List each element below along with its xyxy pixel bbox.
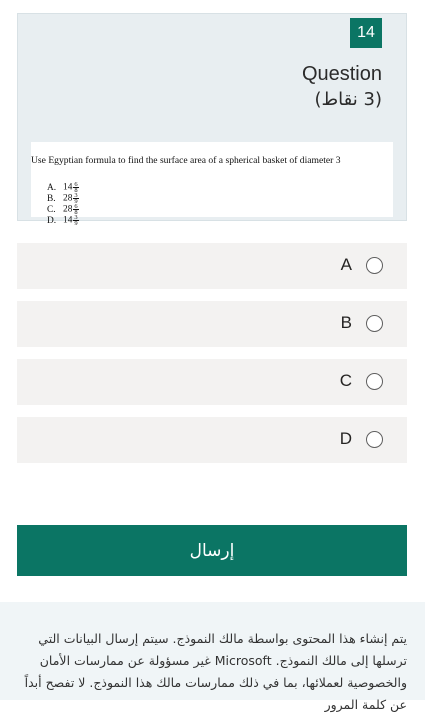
submit-button[interactable]: إرسال (17, 525, 407, 576)
option-whole: 28 (63, 204, 73, 215)
answer-label: B (340, 313, 352, 332)
answer-option-b[interactable] (17, 301, 407, 347)
option-fraction (73, 215, 78, 226)
fraction-denominator: 8 (74, 209, 78, 216)
answer-option-a[interactable] (17, 243, 407, 289)
radio-circle-icon[interactable] (366, 315, 383, 332)
option-whole: 14 (63, 215, 73, 226)
radio-circle-icon[interactable] (366, 431, 383, 448)
fraction-denominator: 9 (74, 220, 78, 227)
fraction-denominator: 9 (74, 198, 78, 205)
option-letter: B. (47, 193, 56, 204)
radio-circle-icon[interactable] (366, 373, 383, 390)
option-letter: C. (47, 204, 56, 215)
fraction-numerator: 6 (74, 203, 78, 210)
question-card (17, 13, 407, 227)
fraction-numerator: 6 (74, 181, 78, 188)
question-points: (3 نقاط) (314, 89, 382, 110)
question-image (31, 142, 393, 227)
question-number-badge: 14 (350, 18, 382, 48)
option-text-d (47, 215, 79, 226)
question-title: Question (301, 63, 382, 85)
fraction-numerator: 3 (74, 192, 78, 199)
answer-label: A (340, 255, 352, 274)
question-text: Use Egyptian formula to find the surface area of a spherical basket of diameter 3 (31, 155, 341, 166)
option-whole: 14 (63, 182, 73, 193)
fraction-denominator: 8 (74, 187, 78, 194)
option-letter: A. (47, 182, 57, 193)
answer-option-d[interactable] (17, 417, 407, 463)
radio-circle-icon[interactable] (366, 257, 383, 274)
answer-option-c[interactable] (17, 359, 407, 405)
option-whole: 28 (63, 193, 73, 204)
footer-disclaimer (0, 602, 425, 712)
fraction-numerator: 3 (74, 214, 78, 221)
answer-label: D (339, 429, 352, 448)
answer-label: C (339, 371, 352, 390)
disclaimer-text: يتم إنشاء هذا المحتوى بواسطة مالك النموذج. سيتم إرسال البيانات التي ترسلها إلى مالك النموذج. Microsoft غير مسؤولة عن ممارسات الأمان والخصوصية لعملائها، بما في ذلك ممارسات مالك هذا النموذج. لا تفصح أبداً عن كلمة المرور (24, 631, 407, 712)
option-letter: D. (47, 215, 57, 226)
